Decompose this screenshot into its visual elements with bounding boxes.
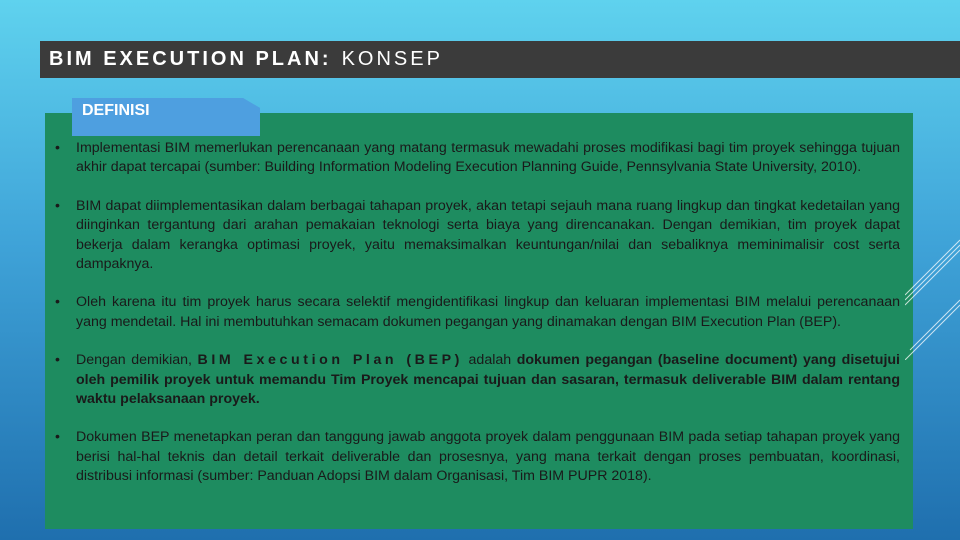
definition-text: Implementasi BIM memerlukan perencanaan yang matang termasuk mewadahi proses modifikasi bagi tim proyek sehingga tujuan akhir dapat tercapai (sumber: Building Information Modeling Execution Planning Guide, Pennsylvania State University, 2010). — [76, 140, 900, 176]
definition-item — [55, 351, 900, 409]
definition-item — [55, 197, 900, 275]
definition-text: Oleh karena itu tim proyek harus secara selektif mengidentifikasi lingkup dan keluaran implementasi BIM melalui perencanaan yang mendetail. Hal ini membutuhkan semacam dokumen pegangan yang dinamakan dengan BIM Execution Plan (BEP). — [76, 294, 900, 330]
bullet-marker: • — [55, 429, 60, 446]
slide-title-sub: KONSEP — [341, 48, 443, 70]
slide-title-bar — [40, 41, 960, 78]
bullet-marker: • — [55, 352, 60, 369]
definition-list — [55, 139, 900, 506]
definition-text: BIM dapat diimplementasikan dalam berbagai tahapan proyek, akan tetapi sejauh mana ruang lingkup dan tingkat kedetailan yang diinginkan tergantung dari arahan pemakaian teknologi serta biaya yang direncanakan. Dengan demikian, tim proyek dapat bekerja dalam kerangka optimasi proyek, yaitu memaksimalkan keuntungan/nilai dan sebaliknya meminimalisir cost serta dampaknya. — [76, 197, 900, 273]
bep-term: BIM Execution Plan (BEP) — [197, 352, 463, 369]
bullet-marker: • — [55, 197, 60, 214]
definition-item — [55, 139, 900, 178]
definition-adalah: adalah — [468, 352, 512, 369]
definition-item — [55, 428, 900, 486]
section-tab-label: DEFINISI — [82, 102, 150, 119]
definition-text: Dokumen BEP menetapkan peran dan tanggung jawab anggota proyek dalam penggunaan BIM pada setiap tahapan proyek yang berisi hal-hal teknis dan detail terkait deliverable dan prosesnya, yang mana terkait dengan proses pembuatan, koordinasi, distribusi informasi (sumber: Panduan Adopsi BIM dalam Organisasi, Tim BIM PUPR 2018). — [76, 429, 900, 485]
bullet-marker: • — [55, 294, 60, 311]
definition-item — [55, 293, 900, 332]
decorative-lines-graphic — [905, 200, 960, 360]
definition-text: dokumen pegangan (baseline document) yang disetujui oleh pemilik proyek untuk memandu Tim Proyek mencapai tujuan dan sasaran, termasuk deliverable BIM dalam rentang waktu pelaksanaan proyek. — [76, 352, 900, 408]
bullet-marker: • — [55, 140, 60, 156]
definition-intro: Dengan demikian, — [76, 352, 192, 369]
slide-title-main: BIM EXECUTION PLAN: — [49, 48, 332, 70]
